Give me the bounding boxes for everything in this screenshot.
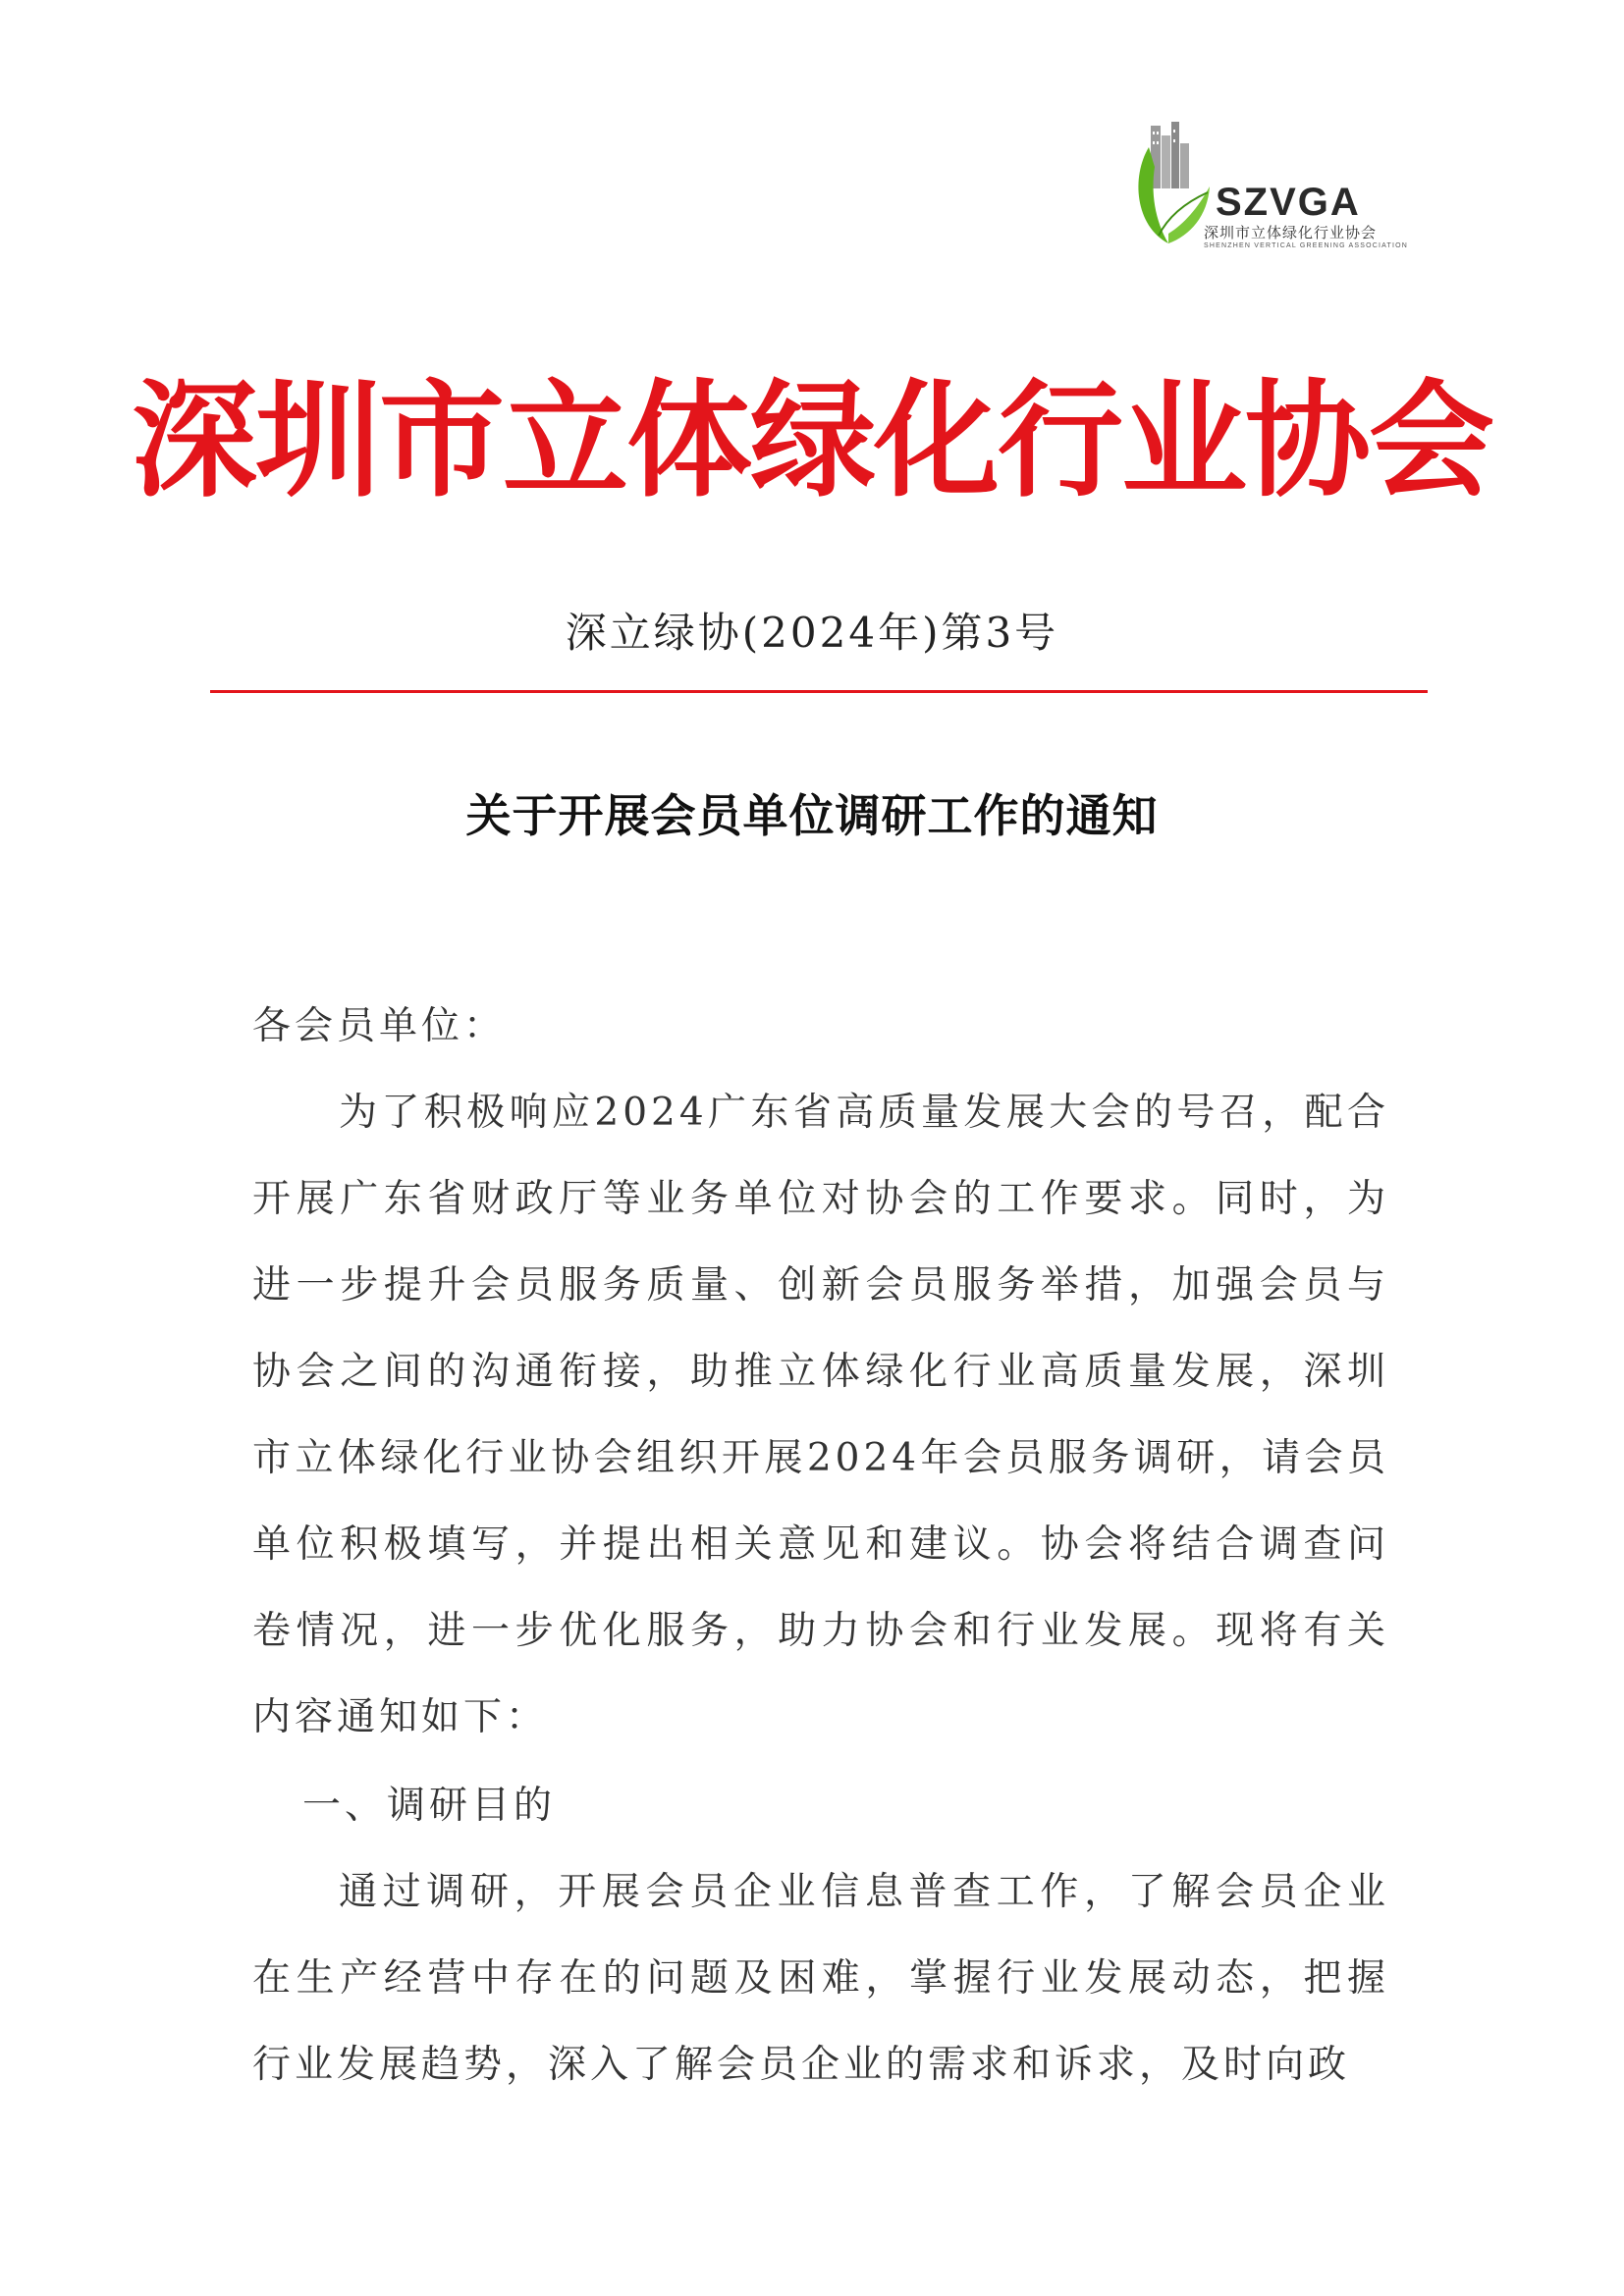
logo-chinese-name: 深圳市立体绿化行业协会 — [1204, 224, 1378, 241]
document-number: 深立绿协(2024年)第3号 — [565, 609, 1059, 657]
organization-title: 深圳市立体绿化行业协会 — [131, 367, 1492, 514]
section-heading: 一、调研目的 — [302, 1784, 557, 1828]
salutation: 各会员单位： — [252, 1004, 507, 1048]
red-divider-line — [210, 690, 1428, 693]
notice-title: 关于开展会员单位调研工作的通知 — [465, 789, 1159, 842]
logo-english-name: SHENZHEN VERTICAL GREENING ASSOCIATION — [1204, 242, 1409, 249]
association-logo — [1129, 118, 1409, 255]
logo-abbreviation: SZVGA — [1216, 181, 1361, 224]
body-paragraph: 为了积极响应2024广东省高质量发展大会的号召，配合开展广东省财政厅等业务单位对协会的工作要求。同时，为进一步提升会员服务质量、创新会员服务举措，加强会员与协会之间的沟通衔接，助推立体绿化行业高质量发展，深圳市立体绿化行业协会组织开展2024年会员服务调研，请会员单位积极填写，并提出相关意见和建议。协会将结合调查问卷情况，进一步优化服务，助力协会和行业发展。现将有关内容通知如下： — [252, 1091, 1389, 1739]
body-paragraph: 通过调研，开展会员企业信息普查工作，了解会员企业在生产经营中存在的问题及困难，掌握行业发展动态，把握行业发展趋势，深入了解会员企业的需求和诉求，及时向政 — [252, 1870, 1389, 2087]
